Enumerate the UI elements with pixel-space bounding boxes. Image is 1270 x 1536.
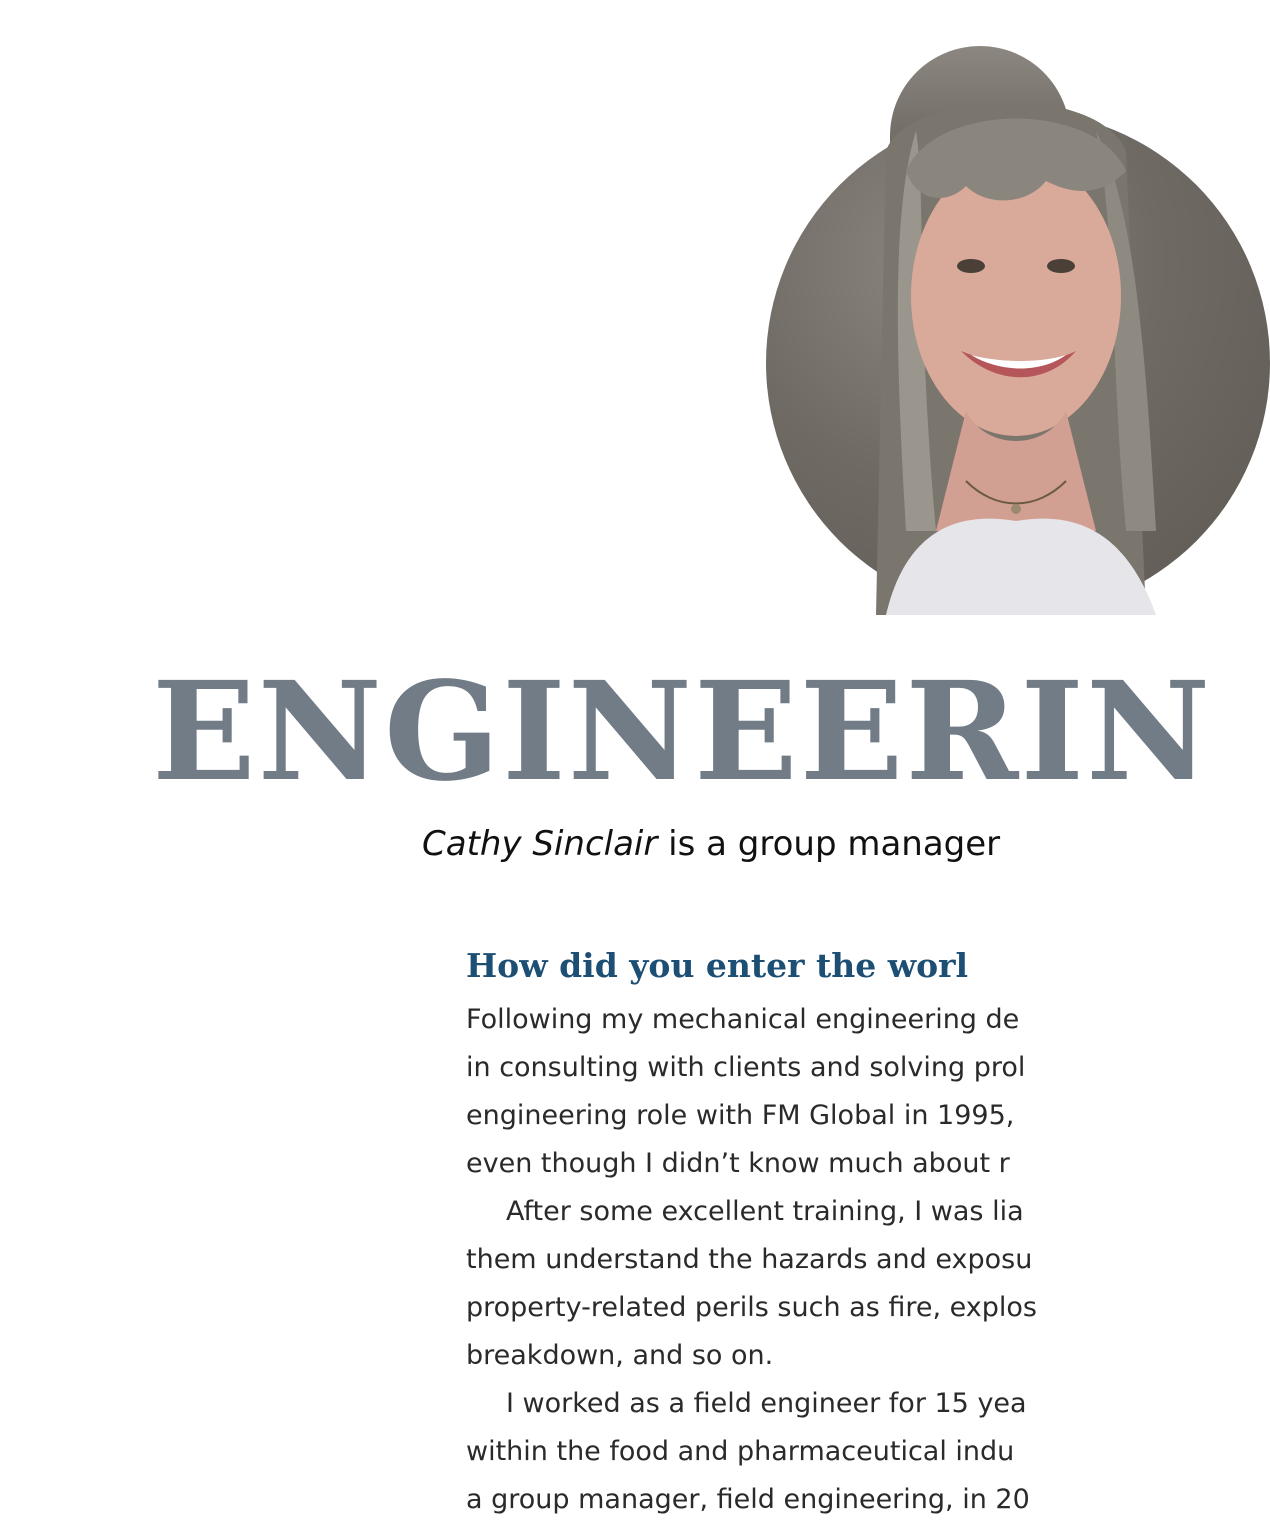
body-line: I worked as a field engineer for 15 yea [506, 1388, 1027, 1419]
intro-rest: is a group manager [657, 824, 1001, 864]
portrait-photo [766, 111, 1270, 615]
body-line: them understand the hazards and exposu [466, 1244, 1033, 1275]
body-line: property-related perils such as fire, explos [466, 1292, 1037, 1323]
body-line: Following my mechanical engineering de [466, 1004, 1020, 1035]
body-line: breakdown, and so on. [466, 1340, 774, 1371]
body-text [466, 996, 1037, 1524]
body-line: After some excellent training, I was lia [506, 1196, 1024, 1227]
body-line: engineering role with FM Global in 1995, [466, 1100, 1015, 1131]
body-line: in consulting with clients and solving prol [466, 1052, 1026, 1083]
intro-line [422, 822, 1000, 866]
page-title: ENGINEERIN [152, 652, 1213, 812]
section-question: How did you enter the worl [466, 946, 969, 985]
person-name: Cathy Sinclair [422, 824, 658, 864]
body-line: a group manager, field engineering, in 20 [466, 1484, 1030, 1515]
body-line: within the food and pharmaceutical indu [466, 1436, 1015, 1467]
body-line: even though I didn’t know much about r [466, 1148, 1010, 1179]
